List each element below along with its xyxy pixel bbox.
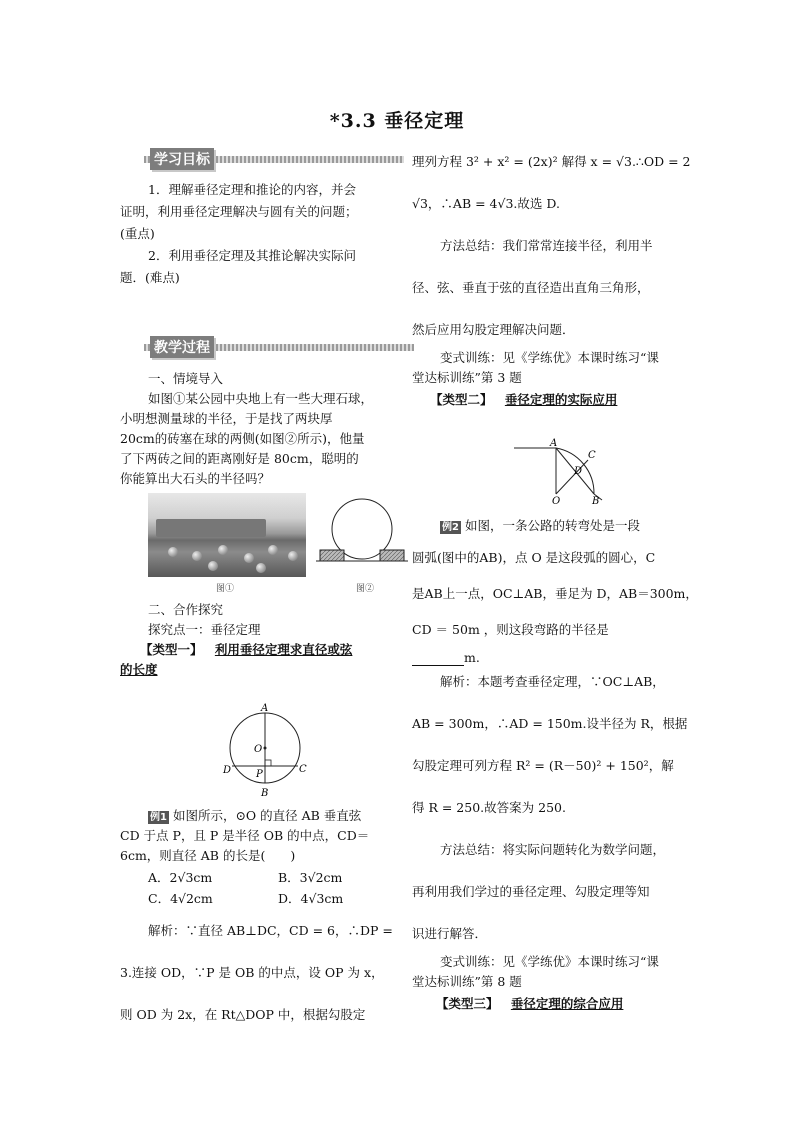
analysis-line: 3.连接 OD，∵P 是 OB 的中点，设 OP 为 x， [120,965,384,980]
option-d: D．4√3cm [278,891,344,906]
road-arc-diagram [508,434,608,506]
analysis2-line: 得 R = 250.故答案为 250. [412,800,566,815]
objective-line: 2．利用垂径定理及其推论解决实际问 [148,248,356,263]
section-heading-process [144,338,414,358]
explore-title: 二、合作探究 [148,602,224,617]
method-line: 径、弦、垂直于弦的直径造出直角三角形， [412,280,650,295]
intro-line: 你能算出大石头的半径吗？ [120,471,271,486]
variant-line: 变式训练：见《学练优》本课时练习“课 [440,350,659,365]
analysis2-line: AB = 300m，∴AD = 150m.设半径为 R，根据 [412,716,688,731]
section-heading-objectives [144,150,404,170]
photo-ball [256,563,266,573]
type3-bracket: 【类型三】 [436,996,499,1011]
radius-oc [556,460,588,494]
ex1-text: 如图所示，⊙O 的直径 AB 垂直弦 [172,808,362,823]
method2-line: 识进行解答． [412,926,488,941]
intro-line: 如图①某公园中央地上有一些大理石球， [148,391,374,406]
ball-bricks-figure [316,492,408,572]
objective-line: 1．理解垂径定理和推论的内容，并会 [148,182,356,197]
left-brick [320,550,344,561]
type1-bracket: 【类型一】 [140,642,203,657]
variant2-line: 堂达标训练”第 8 题 [412,974,522,989]
right-brick [380,550,404,561]
type2-heading [430,390,617,408]
label-d: D [223,765,232,776]
intro-title: 一、情境导入 [148,371,224,386]
solution-line: 理列方程 3² + x² = (2x)² 解得 x = √3.∴OD = 2 [412,154,691,169]
type1-title-cont: 的长度 [120,662,158,677]
method2-line: 方法总结：将实际问题转化为数学问题， [440,842,666,857]
ex2-badge: 例2 [442,522,459,533]
analysis-line: 则 OD 为 2x，在 Rt△DOP 中，根据勾股定 [120,1007,366,1022]
photo-ball [208,561,218,571]
label-a: A [550,438,558,449]
label-c: C [588,450,596,461]
center-dot [264,747,267,750]
ex2-text: 如图，一条公路的转弯处是一段 [464,518,640,533]
explore-point: 探究点一：垂径定理 [148,622,261,637]
label-o: O [254,744,263,755]
ex2-line: 圆弧(图中的AB)，点 O 是这段弧的圆心，C [412,550,656,565]
label-p: P [256,769,263,780]
photo-ball [218,545,228,555]
fig1-caption: 图① [216,584,235,594]
ex1-line: 6cm，则直径 AB 的长是( ) [120,848,296,863]
heading-label: 学习目标 [150,148,214,170]
photo-ball [268,545,278,555]
marble-balls-photo [148,493,306,577]
method-line: 方法总结：我们常常连接半径，利用半 [440,238,653,253]
analysis-line: 解析：∵直径 AB⊥DC，CD = 6，∴DP = [148,923,393,938]
type1-heading [140,640,352,658]
objective-line: (重点) [120,226,155,241]
photo-ball [168,547,178,557]
objective-line: 证明，利用垂径定理解决与圆有关的问题； [120,204,358,219]
ex2-line-first [440,516,640,534]
option-c: C．4√2cm [148,891,213,906]
type3-title: 垂径定理的综合应用 [510,996,624,1011]
intro-line: 小明想测量球的半径，于是找了两块厚 [120,411,333,426]
label-a: A [261,703,269,714]
method-line: 然后应用勾股定理解决问题． [412,322,575,337]
type2-title: 垂径定理的实际应用 [504,392,618,407]
page-title: *3.3 垂径定理 [329,110,465,132]
ex2-unit: m. [464,650,480,665]
label-d: D [574,466,583,477]
objective-line: 题．(难点) [120,270,180,285]
solution-line: √3，∴AB = 4√3.故选 D. [412,196,560,211]
ex2-line: 是AB上一点，OC⊥AB，垂足为 D，AB＝300m， [412,586,698,601]
heading-label: 教学过程 [150,336,214,358]
label-b: B [592,496,600,506]
ex2-blank-line [412,650,480,666]
option-b: B．3√2cm [278,870,343,885]
analysis2-line: 勾股定理可列方程 R² = (R－50)² + 150²，解 [412,758,674,773]
right-angle-mark [265,760,271,766]
intro-line: 了下两砖之间的距离刚好是 80cm，聪明的 [120,451,359,466]
type2-bracket: 【类型二】 [430,392,493,407]
ex1-badge: 例1 [150,812,167,823]
label-c: C [299,764,307,775]
variant-line: 堂达标训练”第 3 题 [412,370,522,385]
ex1-line-first [148,806,361,824]
option-a: A．2√3cm [148,870,213,885]
answer-blank [412,650,464,666]
type1-title: 利用垂径定理求直径或弦 [214,642,353,657]
photo-wall [156,519,266,537]
label-o: O [552,496,561,506]
circle-diagram-ex1 [220,700,310,800]
ex2-line: CD ＝ 50m ，则这段弯路的半径是 [412,622,609,637]
fig2-caption: 图② [356,584,375,594]
type3-heading [436,994,623,1012]
analysis2-line: 解析：本题考查垂径定理，∵OC⊥AB， [440,674,665,689]
label-b: B [261,788,269,799]
photo-ball [192,551,202,561]
variant2-line: 变式训练：见《学练优》本课时练习“课 [440,954,659,969]
photo-ball [288,551,298,561]
intro-line: 20cm的砖塞在球的两侧(如图②所示)，他量 [120,431,365,446]
ex1-line: CD 于点 P，且 P 是半径 OB 的中点，CD＝ [120,828,370,843]
photo-ball [244,553,254,563]
method2-line: 再利用我们学过的垂径定理、勾股定理等知 [412,884,650,899]
